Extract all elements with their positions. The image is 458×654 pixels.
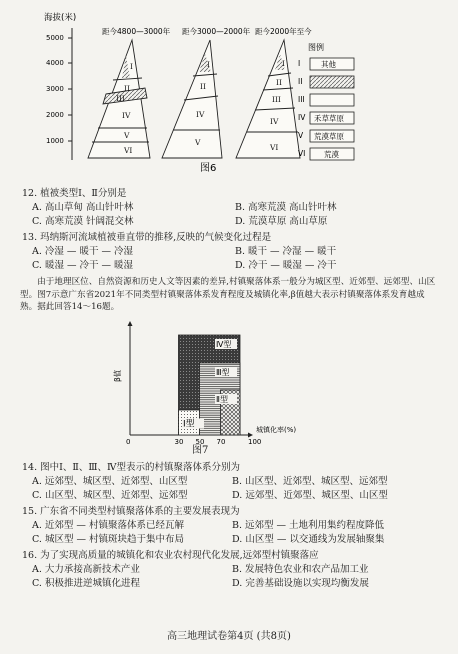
fig6-legend-box xyxy=(310,76,354,88)
fig6-legend xyxy=(298,42,354,160)
fig6-tick: 2000 xyxy=(46,111,64,119)
q13-option-a: A. 冷湿 — 暖干 — 冷湿 xyxy=(32,246,133,257)
fig6-legend-id: II xyxy=(298,77,303,86)
q16-option-c: C. 积极推进逆城镇化进程 xyxy=(32,578,140,589)
passage-text: 由于地理区位、自然资源和历史人文等因素的差异,村镇聚落体系一般分为城区型、近郊型、远郊型、山区型。图7示意广东省2021年不同类型村镇聚落体系发育程度及城镇化率,β值越大表示村镇聚落体系发育越成熟。据此回答14～16题。 xyxy=(20,277,436,312)
fig6-tick: 4000 xyxy=(46,59,64,67)
fig6-legend-label: 其他 xyxy=(321,60,336,69)
page-footer: 高三地理试卷第4页 (共8页) xyxy=(167,631,291,642)
fig6-panel-title: 距今3000—2000年 xyxy=(182,27,251,36)
fig6-y-ticks xyxy=(46,34,72,145)
figure-7 xyxy=(0,320,458,455)
fig7-x-tick: 100 xyxy=(248,438,262,446)
fig6-tick: 3000 xyxy=(46,85,64,93)
q12-option-d: D. 荒漠草原 高山草原 xyxy=(235,216,328,227)
question-13-stem: 13. 玛纳斯河流域植被垂直带的推移,反映的气候变化过程是 xyxy=(22,232,272,243)
question-12-stem: 12. 植被类型Ⅰ、Ⅱ分别是 xyxy=(22,188,127,199)
fig7-x-axis-label: 城镇化率(%) xyxy=(256,426,297,434)
q13-option-b: B. 暖干 — 冷湿 — 暖干 xyxy=(235,246,337,257)
fig6-zone-label: II xyxy=(124,84,130,93)
fig6-zone-label: I xyxy=(282,59,285,68)
fig6-zone-label: VI xyxy=(270,143,279,152)
question-16-stem: 16. 为了实现高质量的城镇化和农业农村现代化发展,远郊型村镇聚落应 xyxy=(22,550,319,561)
q15-option-d: D. 山区型 — 以交通线为发展轴聚集 xyxy=(232,534,385,545)
fig6-legend-box xyxy=(310,94,354,106)
fig6-legend-id: IV xyxy=(298,113,306,122)
fig7-caption: 图7 xyxy=(192,445,209,456)
fig6-y-axis-label: 海拔(米) xyxy=(44,13,77,23)
fig6-zone-label: IV xyxy=(270,117,279,126)
fig6-zone-label: IV xyxy=(196,110,205,119)
q14-option-b: B. 山区型、近郊型、城区型、远郊型 xyxy=(232,476,388,487)
q13-option-c: C. 暖湿 — 冷干 — 暖湿 xyxy=(32,260,134,271)
fig7-x-tick: 0 xyxy=(126,438,131,446)
q15-option-c: C. 城区型 — 村镇斑块趋于集中布局 xyxy=(32,534,185,545)
fig7-y-axis-label: β值 xyxy=(113,369,122,382)
fig7-bar-label: Ⅳ型 xyxy=(216,340,232,349)
fig6-caption: 图6 xyxy=(200,163,217,174)
q14-option-c: C. 山区型、城区型、近郊型、远郊型 xyxy=(32,490,188,501)
fig7-bar-label: Ⅱ型 xyxy=(216,395,228,404)
question-14-stem: 14. 图中Ⅰ、Ⅱ、Ⅲ、Ⅳ型表示的村镇聚落体系分别为 xyxy=(22,462,240,473)
fig6-zone-label: II xyxy=(200,82,206,91)
fig6-zone-label: IV xyxy=(122,111,131,120)
fig6-legend-label: 荒漠草原 xyxy=(314,132,344,141)
fig6-panel-title: 距今4800—3000年 xyxy=(102,27,171,36)
q16-option-d: D. 完善基础设施以实现均衡发展 xyxy=(232,578,369,589)
fig6-legend-id: I xyxy=(298,59,301,68)
fig6-panel-title: 距今2000年至今 xyxy=(255,27,312,36)
q14-option-d: D. 远郊型、近郊型、城区型、山区型 xyxy=(232,490,388,501)
q15-option-b: B. 远郊型 — 土地利用集约程度降低 xyxy=(232,520,385,531)
figure-6 xyxy=(0,0,458,178)
fig6-zone-label: II xyxy=(276,78,282,87)
fig7-x-tick: 30 xyxy=(174,438,184,446)
fig7-x-tick: 70 xyxy=(216,438,226,446)
fig6-tick: 5000 xyxy=(46,34,64,42)
fig7-bar-label: Ⅲ型 xyxy=(216,368,230,377)
q16-option-a: A. 大力承接高新技术产业 xyxy=(32,564,140,575)
q16-option-b: B. 发展特色农业和农产品加工业 xyxy=(232,564,369,575)
fig6-zone-label: III xyxy=(272,95,281,104)
fig6-zone-label: V xyxy=(124,131,130,140)
fig6-legend-id: III xyxy=(298,95,305,104)
question-15-stem: 15. 广东省不同类型村镇聚落体系的主要发展表现为 xyxy=(22,506,240,517)
q12-option-a: A. 高山草甸 高山针叶林 xyxy=(32,202,134,213)
fig7-bar-label: Ⅰ型 xyxy=(183,419,195,430)
fig6-zone-label: I xyxy=(130,62,133,71)
fig7-x-tick: 50 xyxy=(195,438,205,446)
fig6-legend-title: 图例 xyxy=(308,43,324,52)
fig6-legend-label: 荒漠 xyxy=(324,150,339,159)
q14-option-a: A. 远郊型、城区型、近郊型、山区型 xyxy=(32,476,188,487)
fig6-zone-label: V xyxy=(195,138,201,147)
q13-option-d: D. 冷干 — 暖湿 — 冷干 xyxy=(235,260,337,271)
fig6-tick: 1000 xyxy=(46,137,64,145)
fig6-legend-id: V xyxy=(298,131,304,140)
q12-option-c: C. 高寒荒漠 针阔混交林 xyxy=(32,216,134,227)
fig6-mountain-2 xyxy=(162,40,222,158)
fig6-zone-label: III xyxy=(116,94,125,103)
q15-option-a: A. 近郊型 — 村镇聚落体系已经瓦解 xyxy=(32,520,184,531)
fig6-zone-label: I xyxy=(207,60,210,69)
q12-option-b: B. 高寒荒漠 高山针叶林 xyxy=(235,202,337,213)
fig6-legend-id: VI xyxy=(298,149,306,158)
fig6-zone-label: VI xyxy=(124,146,133,155)
fig6-legend-label: 禾草草原 xyxy=(314,114,344,123)
